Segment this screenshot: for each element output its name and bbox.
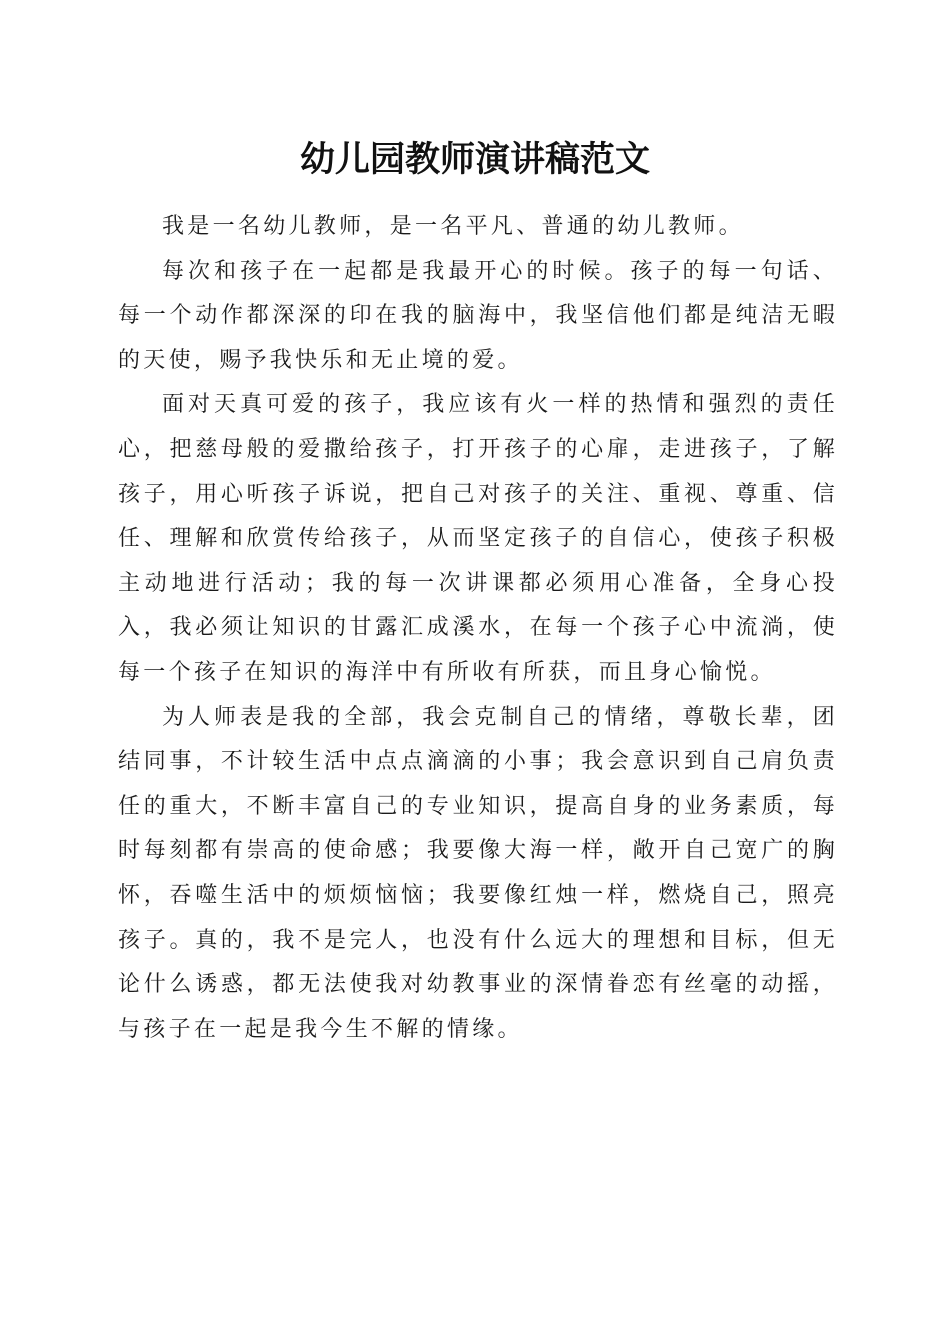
paragraph-1: 我是一名幼儿教师，是一名平凡、普通的幼儿教师。 bbox=[162, 214, 744, 239]
paragraph-2: 每次和孩子在一起都是我最开心的时候。孩子的每一句话、每一个动作都深深的印在我的脑海中，我坚信他们都是纯洁无暇的天使，赐予我快乐和无止境的爱。 bbox=[118, 258, 838, 373]
paragraph-3: 面对天真可爱的孩子，我应该有火一样的热情和强烈的责任心，把慈母般的爱撒给孩子，打开孩子的心扉，走进孩子，了解孩子，用心听孩子诉说，把自己对孩子的关注、重视、尊重、信任、理解和欣赏传给孩子，从而坚定孩子的自信心，使孩子积极主动地进行活动；我的每一次讲课都必须用心准备，全身心投入，我必须让知识的甘露汇成溪水，在每一个孩子心中流淌，使每一个孩子在知识的海洋中有所收有所获，而且身心愉悦。 bbox=[118, 392, 838, 685]
paragraph-4: 为人师表是我的全部，我会克制自己的情绪，尊敬长辈，团结同事，不计较生活中点点滴滴的小事；我会意识到自己肩负责任的重大，不断丰富自己的专业知识，提高自身的业务素质，每时每刻都有崇高的使命感；我要像大海一样，敞开自己宽广的胸怀，吞噬生活中的烦烦恼恼；我要像红烛一样，燃烧自己，照亮孩子。真的，我不是完人，也没有什么远大的理想和目标，但无论什么诱惑，都无法使我对幼教事业的深情眷恋有丝毫的动摇，与孩子在一起是我今生不解的情缘。 bbox=[118, 704, 838, 1042]
document-title: 幼儿园教师演讲稿范文 bbox=[299, 139, 650, 180]
document-body bbox=[118, 205, 838, 1052]
